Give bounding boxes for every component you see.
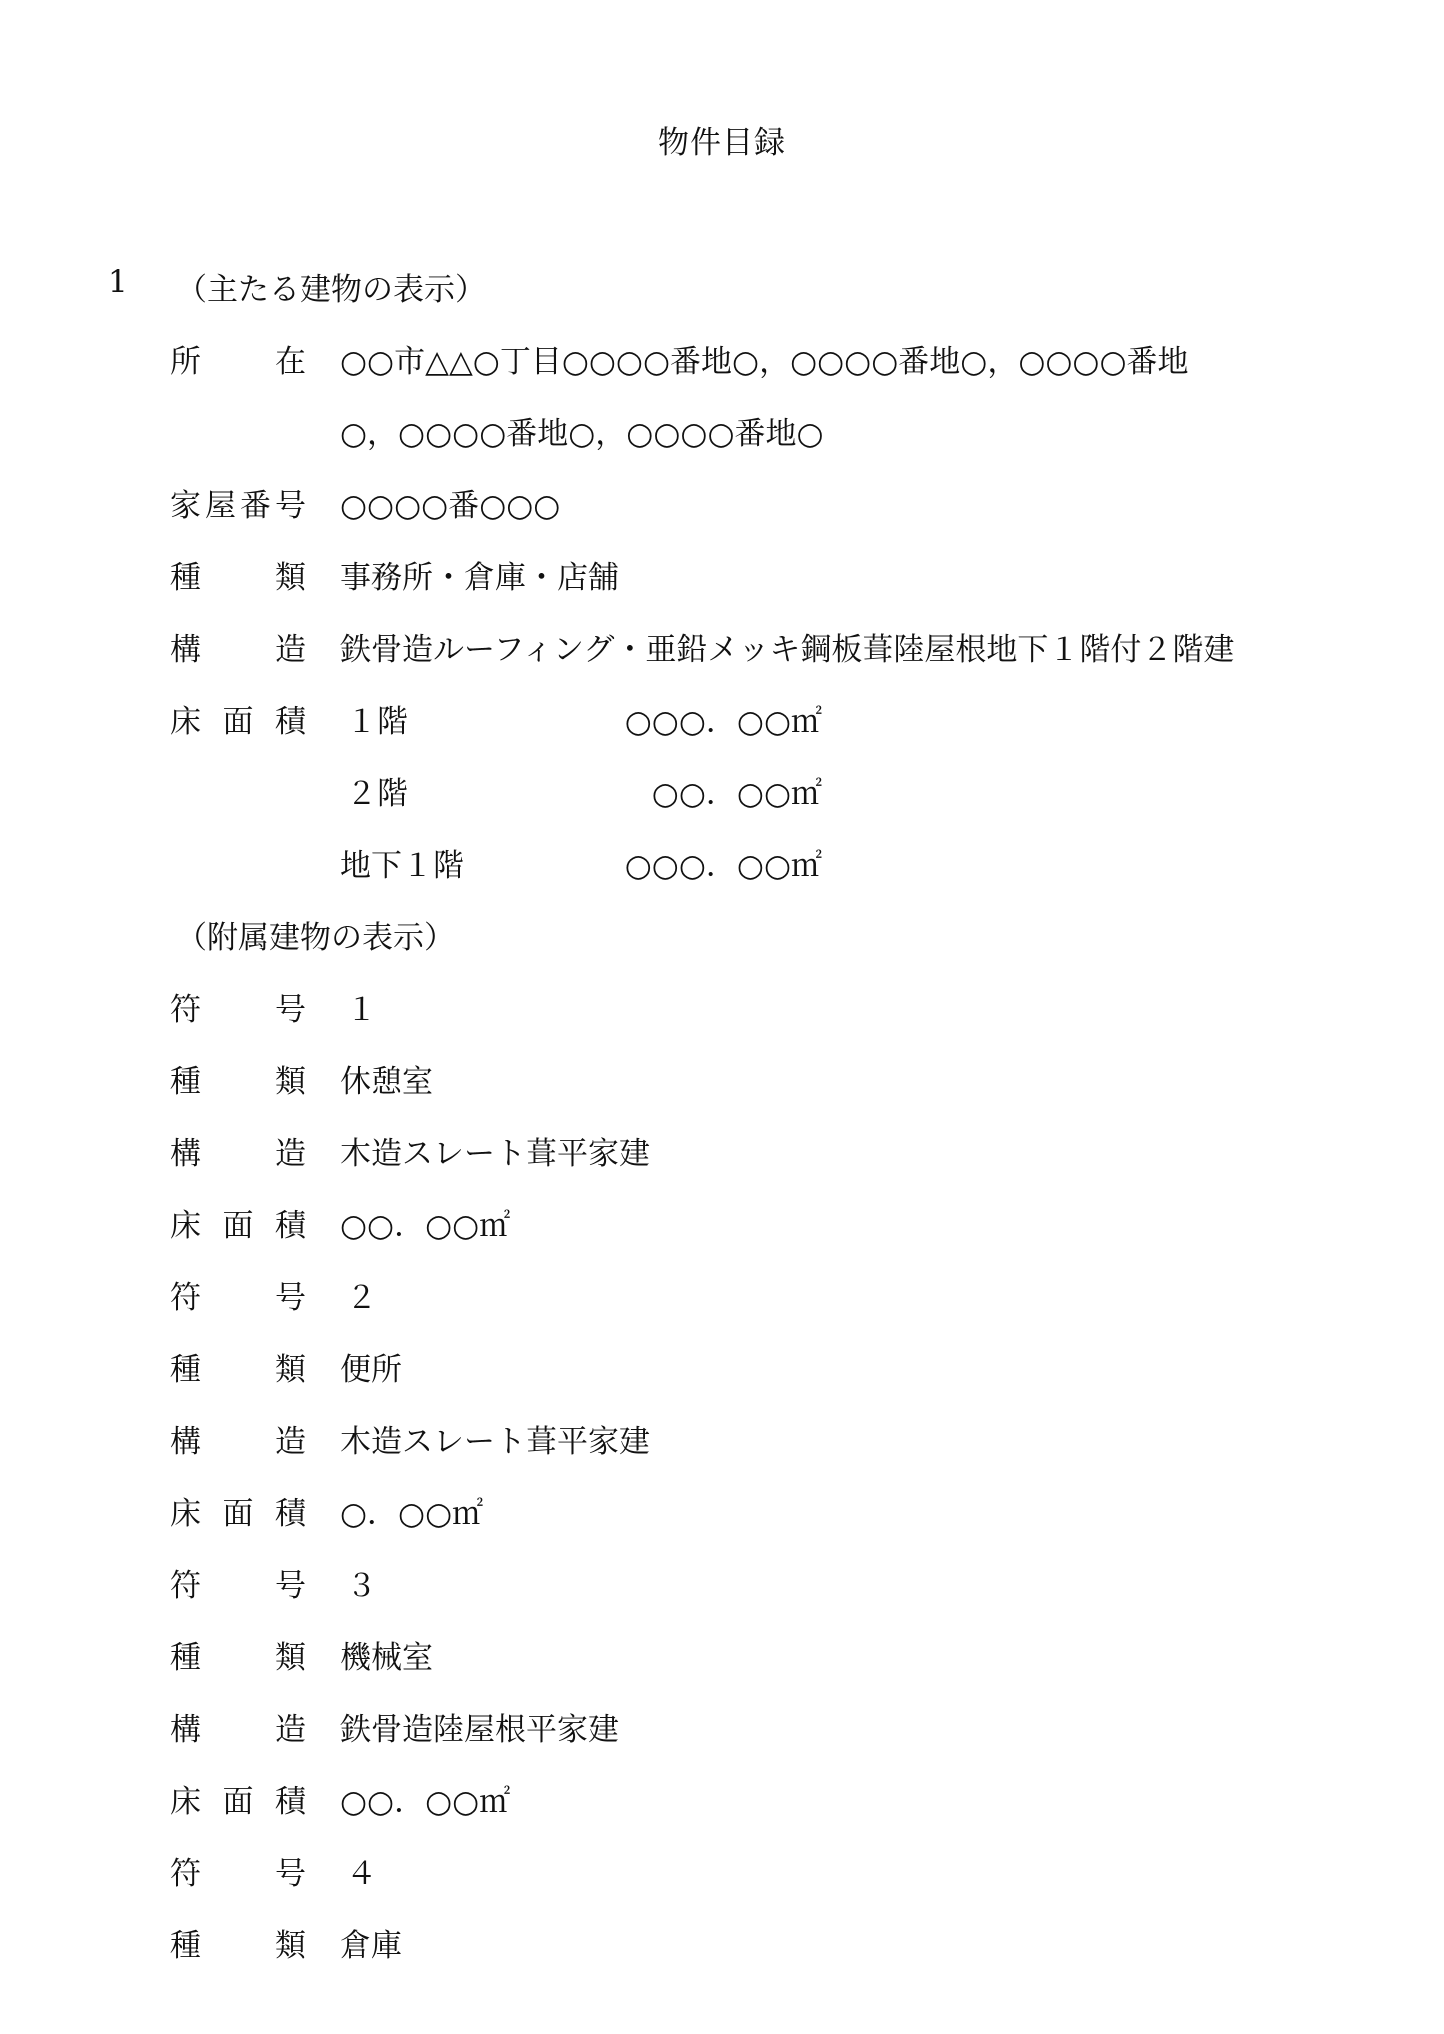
structure-label: 構 造 — [170, 1136, 306, 1172]
structure-label: 構 造 — [170, 1712, 306, 1748]
structure-label: 構 造 — [170, 1424, 306, 1460]
type-label: 種 類 — [170, 1064, 306, 1100]
type-label: 種 類 — [170, 560, 306, 596]
annex-heading: （附属建物の表示） — [176, 920, 455, 956]
floor-area-label: 床 面 積 — [170, 1208, 306, 1244]
floor-area-value: ○○．○○㎡ — [651, 776, 822, 812]
floor-area-value: ○○．○○㎡ — [340, 1784, 511, 1820]
symbol-label: 符 号 — [170, 1568, 306, 1604]
document-title: 物件目録 — [658, 125, 786, 161]
type-value: 機械室 — [340, 1640, 433, 1676]
type-label: 種 類 — [170, 1352, 306, 1388]
symbol-label: 符 号 — [170, 992, 306, 1028]
house-number-label: 家屋番号 — [170, 488, 306, 524]
structure-value: 木造スレート葺平家建 — [340, 1136, 650, 1172]
floor-area-label: 床 面 積 — [170, 704, 306, 740]
structure-value: 鉄骨造ルーフィング・亜鉛メッキ鋼板葺陸屋根地下１階付２階建 — [340, 632, 1235, 668]
type-label: 種 類 — [170, 1640, 306, 1676]
structure-value: 鉄骨造陸屋根平家建 — [340, 1712, 619, 1748]
location-label: 所 在 — [170, 344, 306, 380]
floor-name: １階 — [346, 704, 408, 740]
symbol-label: 符 号 — [170, 1856, 306, 1892]
floor-area-label: 床 面 積 — [170, 1784, 306, 1820]
location-value-line2: ○，○○○○番地○，○○○○番地○ — [340, 416, 824, 452]
type-value: 休憩室 — [340, 1064, 433, 1100]
type-value: 便所 — [340, 1352, 402, 1388]
floor-area-value: ○．○○㎡ — [340, 1496, 484, 1532]
house-number-value: ○○○○番○○○ — [340, 488, 561, 524]
location-value-line1: ○○市△△○丁目○○○○番地○，○○○○番地○，○○○○番地 — [340, 344, 1189, 380]
floor-area-value: ○○○．○○㎡ — [624, 704, 822, 740]
floor-name: 地下１階 — [340, 848, 464, 884]
symbol-value: １ — [346, 992, 377, 1028]
main-building-heading: （主たる建物の表示） — [176, 272, 486, 308]
section-number: 1 — [108, 264, 128, 300]
symbol-label: 符 号 — [170, 1280, 306, 1316]
floor-area-label: 床 面 積 — [170, 1496, 306, 1532]
floor-area-value: ○○．○○㎡ — [340, 1208, 511, 1244]
structure-value: 木造スレート葺平家建 — [340, 1424, 650, 1460]
symbol-value: ３ — [346, 1568, 377, 1604]
symbol-value: ４ — [346, 1856, 377, 1892]
structure-label: 構 造 — [170, 632, 306, 668]
floor-name: ２階 — [346, 776, 408, 812]
floor-area-value: ○○○．○○㎡ — [624, 848, 822, 884]
type-value: 倉庫 — [340, 1928, 402, 1964]
symbol-value: ２ — [346, 1280, 377, 1316]
type-label: 種 類 — [170, 1928, 306, 1964]
type-value: 事務所・倉庫・店舗 — [340, 560, 619, 596]
